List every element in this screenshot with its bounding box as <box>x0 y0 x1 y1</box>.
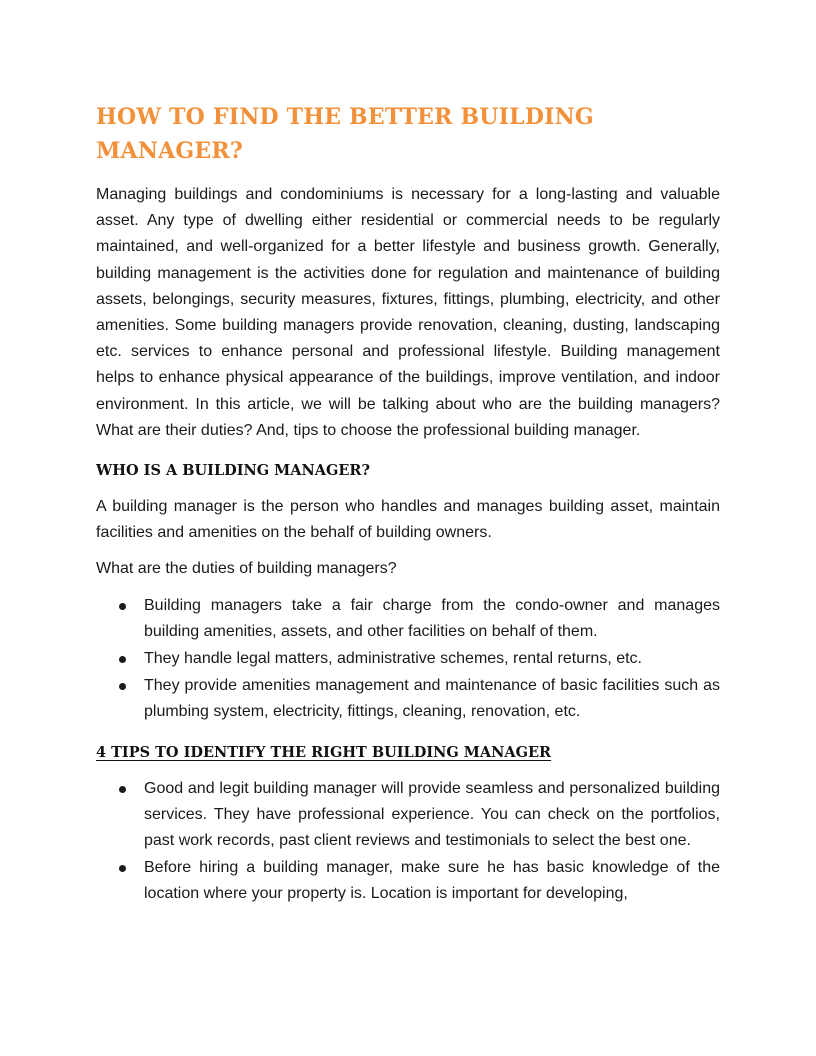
list-item-text: They handle legal matters, administrative schemes, rental returns, etc. <box>144 650 642 668</box>
list-item-text: Building managers take a fair charge from the condo-owner and manages building amenities, assets, and other facilities on behalf of them. <box>144 596 720 640</box>
bullet-icon <box>119 656 126 663</box>
list-item <box>96 646 720 672</box>
duties-question: What are the duties of building managers? <box>96 560 397 578</box>
list-item-text: Good and legit building manager will provide seamless and personalized building services. They have professional experience. You can check on the portfolios, past work records, past client reviews and testimonials to select the best one. <box>144 779 720 850</box>
duties-list <box>96 593 720 726</box>
section-heading-who: WHO IS A BUILDING MANAGER? <box>96 462 370 480</box>
bullet-icon <box>119 683 126 690</box>
list-item-text: They provide amenities management and maintenance of basic facilities such as plumbing system, electricity, fittings, cleaning, renovation, etc. <box>144 677 720 721</box>
intro-paragraph: Managing buildings and condominiums is necessary for a long-lasting and valuable asset. Any type of dwelling either residential or commercial needs to be regularly maintained, and well-organized for a better lifestyle and business growth. Generally, building management is the activities done for regulation and maintenance of building assets, belongings, security measures, fixtures, fittings, plumbing, electricity, and other amenities. Some building managers provide renovation, cleaning, dusting, landscaping etc. services to enhance personal and professional lifestyle. Building management helps to enhance physical appearance of the buildings, improve ventilation, and indoor environment. In this article, we will be talking about who are the building managers? What are their duties? And, tips to choose the professional building manager. <box>96 186 720 439</box>
page-title: HOW TO FIND THE BETTER BUILDING MANAGER? <box>96 104 594 164</box>
list-item-text: Before hiring a building manager, make sure he has basic knowledge of the location where your property is. Location is important for developing, <box>144 859 720 903</box>
list-item <box>96 593 720 645</box>
bullet-icon <box>119 786 126 793</box>
section-heading-tips: 4 TIPS TO IDENTIFY THE RIGHT BUILDING MANAGER <box>96 743 552 761</box>
bullet-icon <box>119 603 126 610</box>
list-item <box>96 673 720 725</box>
bullet-icon <box>119 865 126 872</box>
list-item <box>96 855 720 907</box>
list-item <box>96 776 720 855</box>
document-page <box>96 100 720 909</box>
tips-list <box>96 776 720 908</box>
section1-body: A building manager is the person who handles and manages building asset, maintain facilities and amenities on the behalf of building owners. <box>96 498 720 542</box>
